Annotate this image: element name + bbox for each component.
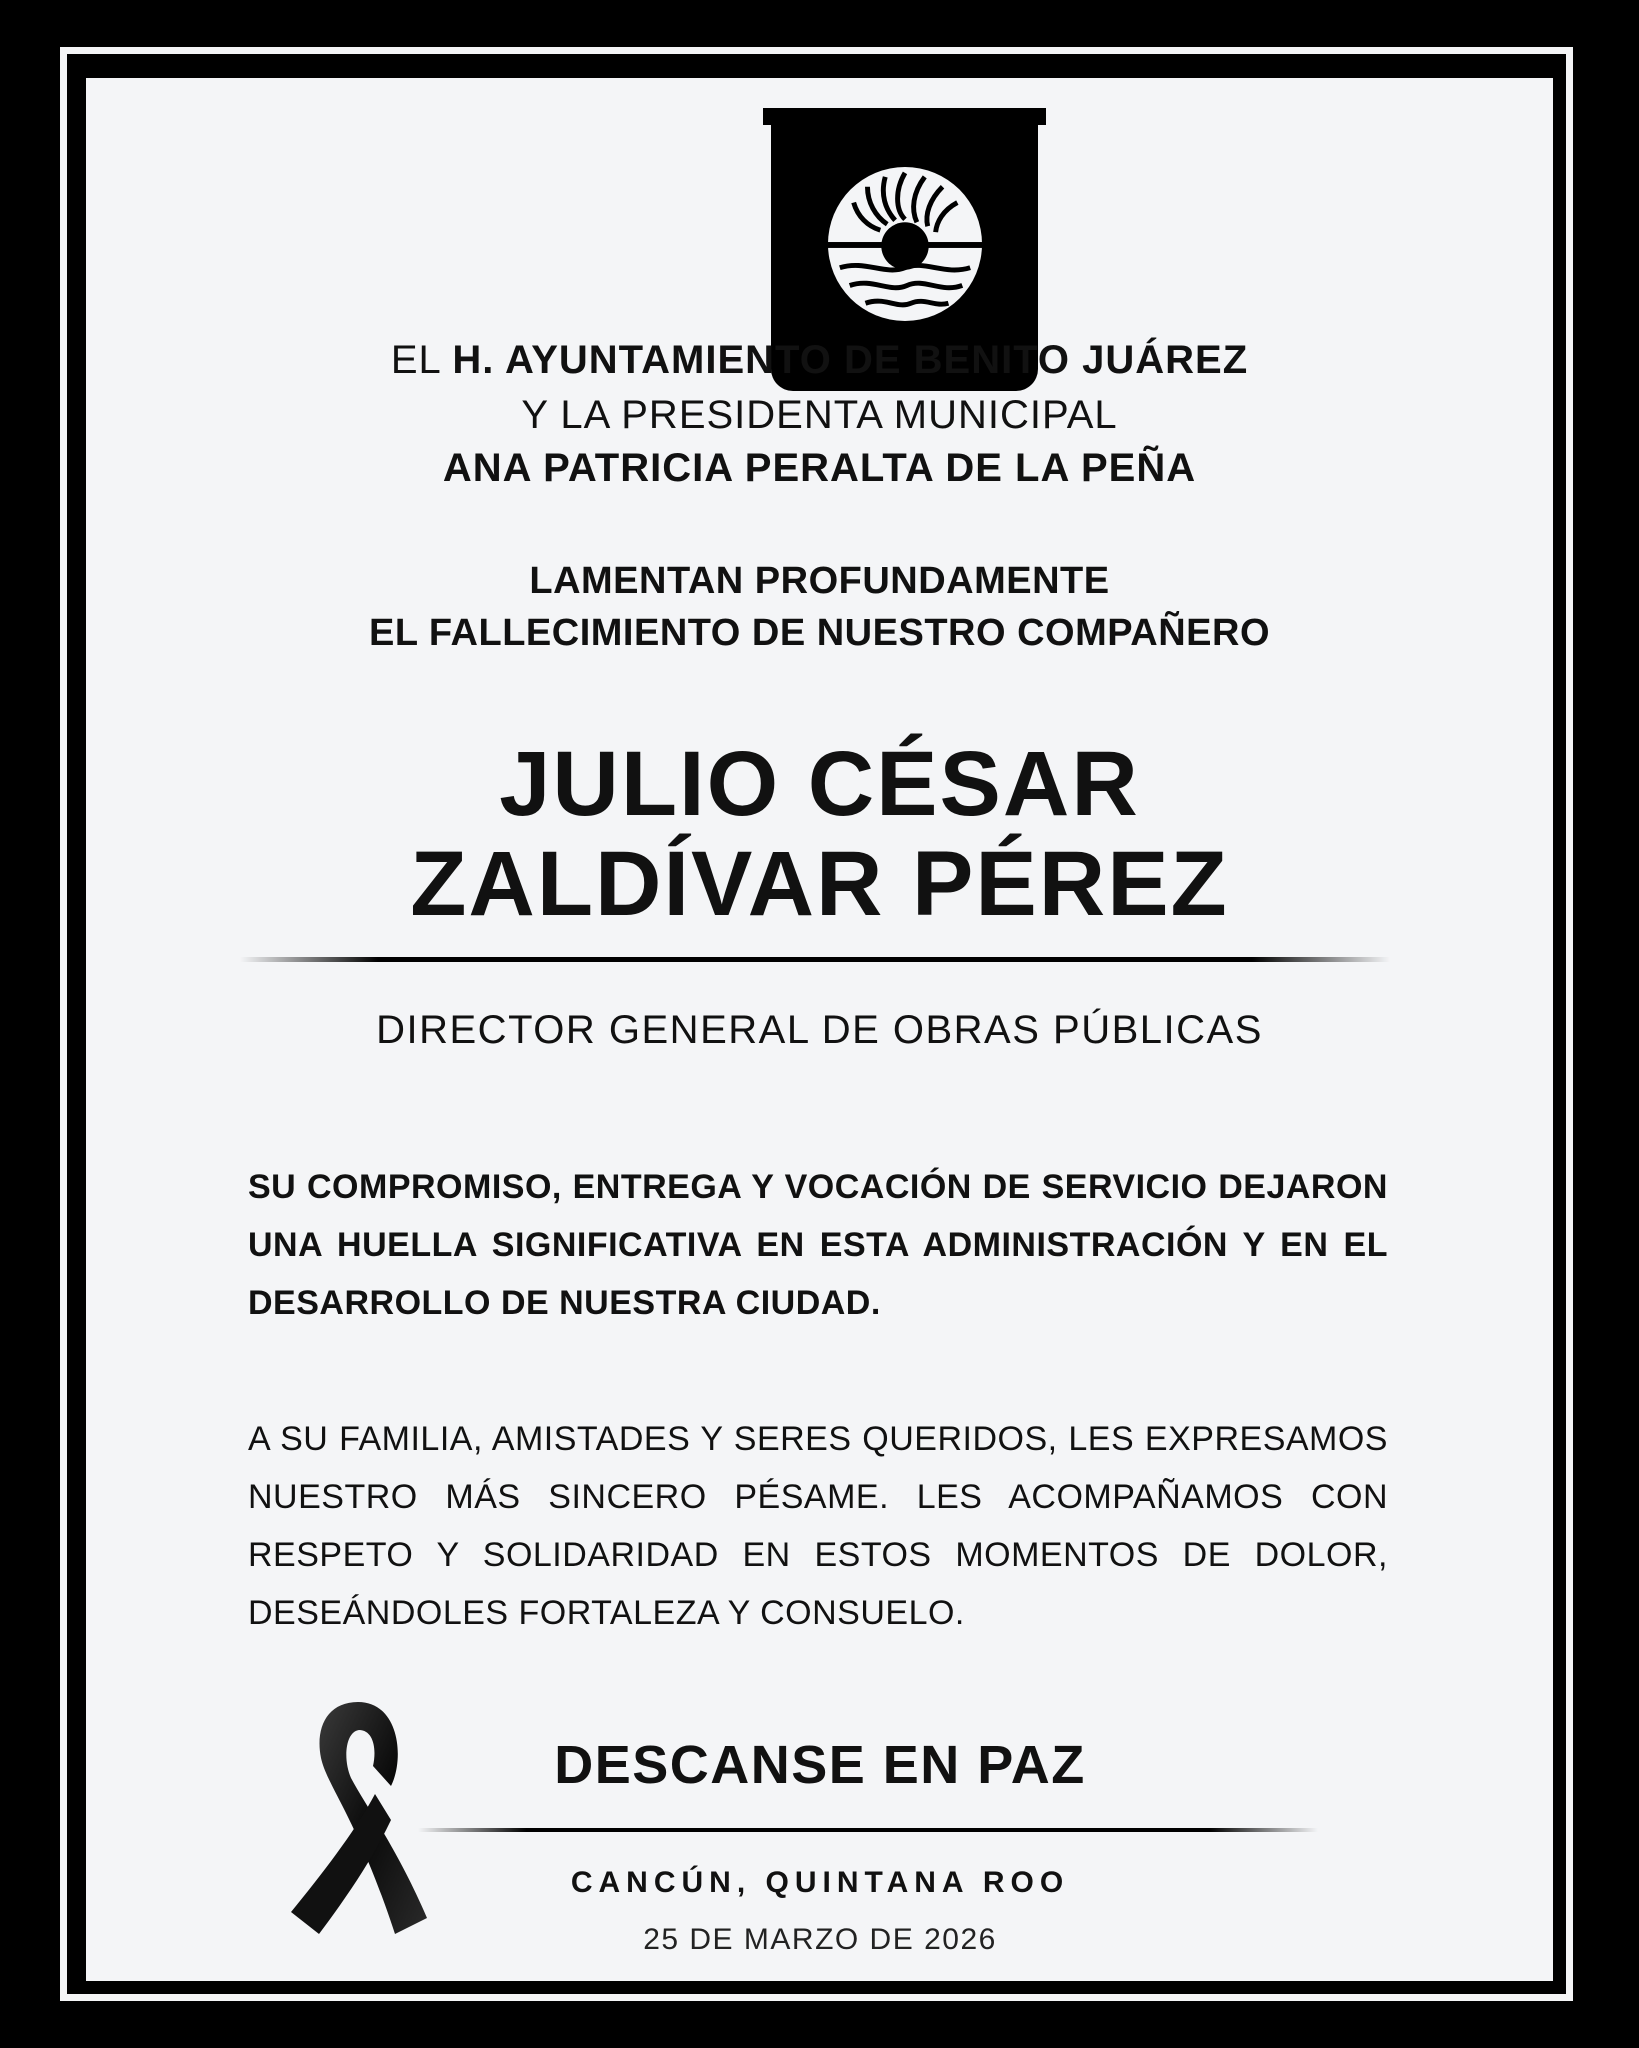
deceased-first-name: JULIO CÉSAR — [499, 733, 1140, 835]
president-name: ANA PATRICIA PERALTA DE LA PEÑA — [442, 446, 1197, 490]
council-prefix: EL — [390, 338, 453, 382]
divider-bottom — [418, 1828, 1318, 1832]
president-title: Y LA PRESIDENTA MUNICIPAL — [521, 393, 1118, 437]
deceased-role: DIRECTOR GENERAL DE OBRAS PÚBLICAS — [376, 1008, 1263, 1052]
location-text: CANCÚN, QUINTANA ROO — [570, 1866, 1070, 1899]
divider-top — [240, 957, 1390, 962]
council-line — [0, 338, 1639, 383]
passing-line: EL FALLECIMIENTO DE NUESTRO COMPAÑERO — [369, 612, 1270, 654]
mourning-ribbon-icon — [287, 1698, 429, 1936]
farewell-text: DESCANSE EN PAZ — [554, 1735, 1086, 1795]
deceased-last-name: ZALDÍVAR PÉREZ — [410, 833, 1229, 935]
lament-line: LAMENTAN PROFUNDAMENTE — [529, 560, 1110, 602]
condolence-paragraph: A SU FAMILIA, AMISTADES Y SERES QUERIDOS, LES EXPRESAMOS NUESTRO MÁS SINCERO PÉSAME. LES ACOMPAÑAMOS CON RESPETO Y SOLIDARIDAD EN ESTOS MOMENTOS DE DOLOR, DESEÁNDOLES FORTALEZA Y CONSUELO. — [248, 1420, 1388, 1632]
date-text: 25 DE MARZO DE 2026 — [643, 1923, 997, 1956]
council-name: H. AYUNTAMIENTO DE BENITO JUÁREZ — [452, 338, 1249, 382]
frame-gap — [763, 108, 1046, 125]
tribute-paragraph: SU COMPROMISO, ENTREGA Y VOCACIÓN DE SERVICIO DEJARON UNA HUELLA SIGNIFICATIVA EN ESTA ADMINISTRACIÓN Y EN EL DESARROLLO DE NUESTRA CIUDAD. — [248, 1168, 1388, 1322]
municipal-seal-icon — [826, 165, 984, 323]
